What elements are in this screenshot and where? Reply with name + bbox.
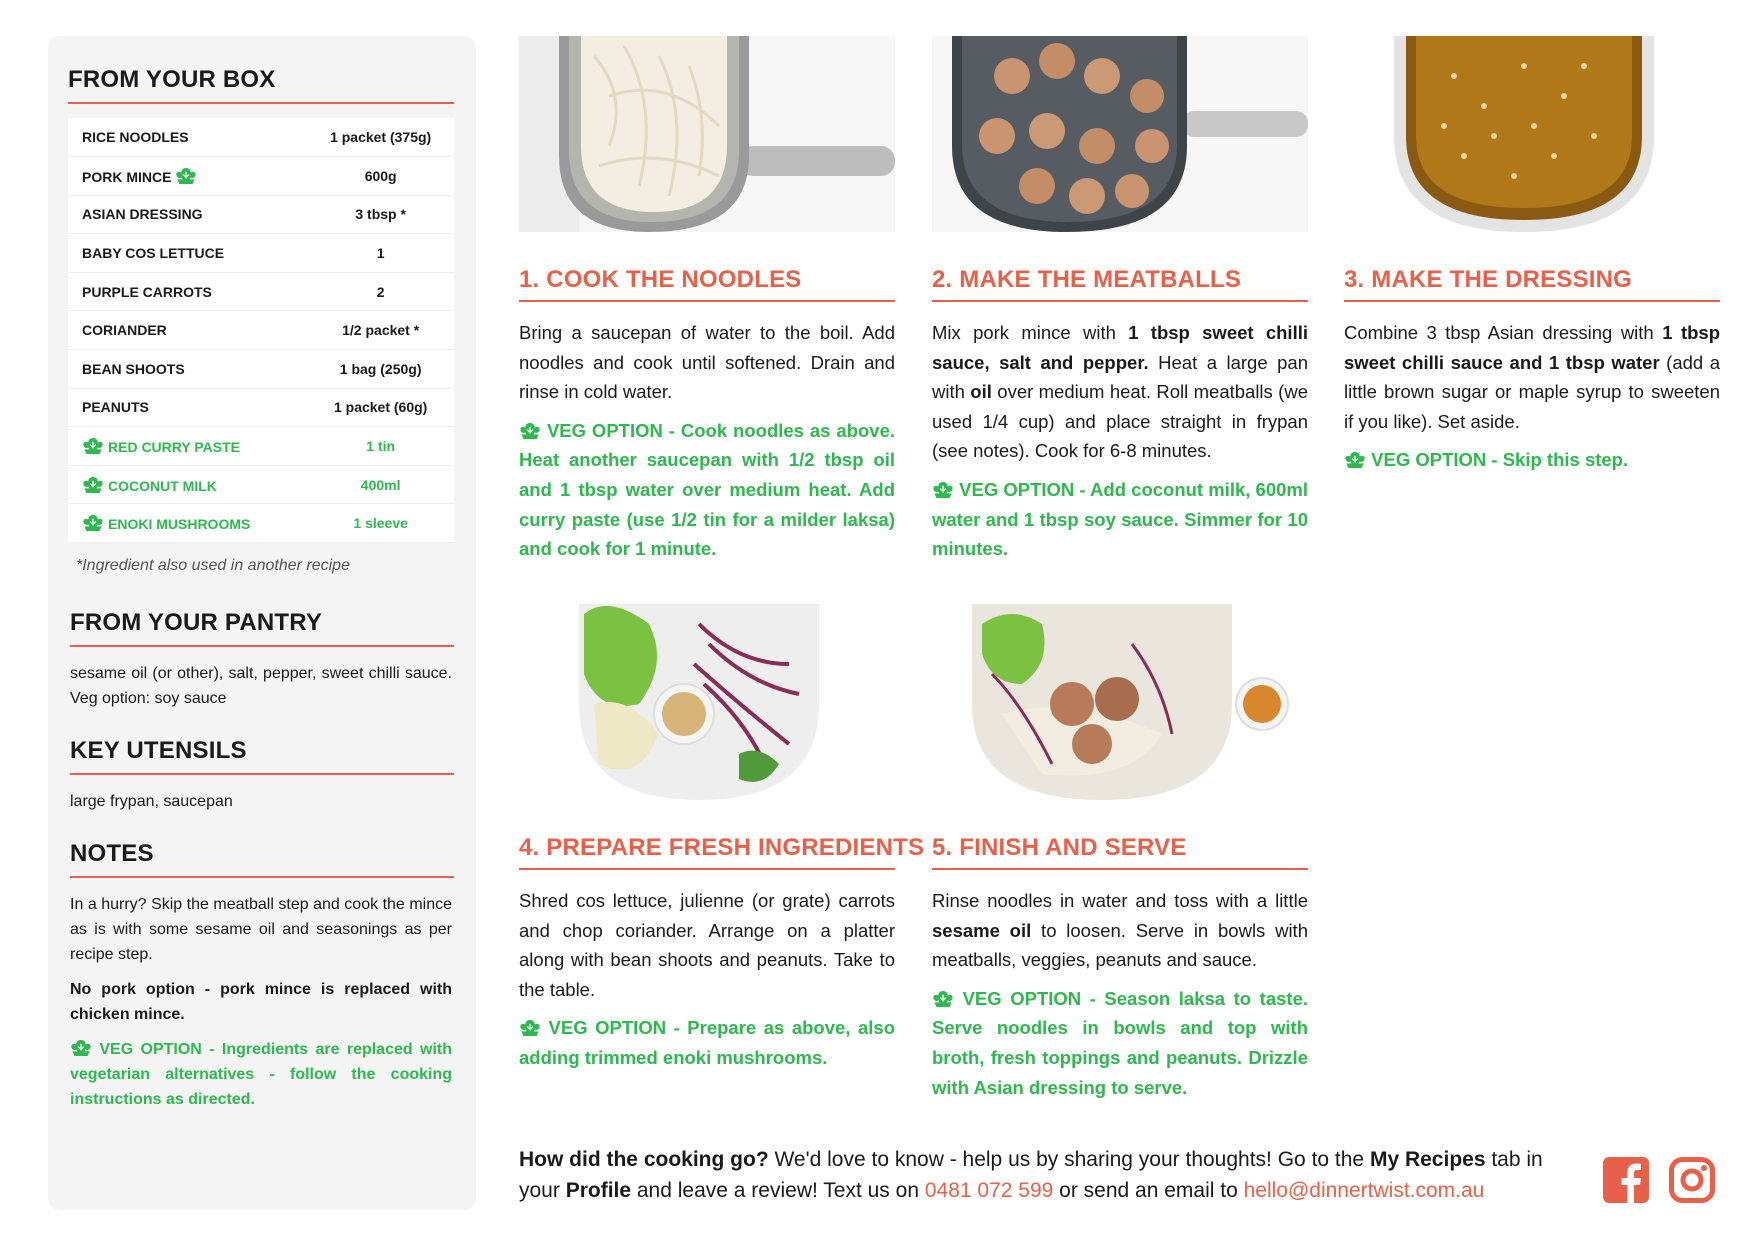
veg-leaf-icon (82, 514, 104, 532)
step-4 (519, 604, 925, 1073)
pantry-text: sesame oil (or other), salt, pepper, sweet chilli sauce. Veg option: soy sauce (70, 665, 452, 708)
ingredient-row (68, 311, 454, 350)
step-title: 2. MAKE THE MEATBALLS (932, 266, 1308, 302)
meatballs-image (932, 36, 1308, 232)
feedback-text: tab in your (519, 1148, 1543, 1202)
feedback-message (519, 1144, 1579, 1206)
ingredient-name: ASIAN DRESSING (82, 206, 203, 223)
ingredient-qty: 1 tin (307, 427, 454, 466)
step-text-run: Heat a large pan with (932, 351, 1308, 403)
pantry-section (68, 609, 454, 711)
ingredient-name-cell (68, 272, 307, 311)
ingredient-name-cell (68, 465, 307, 504)
ingredient-row (68, 157, 454, 196)
utensils-text: large frypan, saucepan (70, 793, 233, 811)
step-veg-option (519, 1013, 895, 1072)
ingredient-row (68, 465, 454, 504)
ingredient-name-cell (68, 157, 307, 196)
pantry-title: FROM YOUR PANTRY (70, 609, 454, 647)
footnote: *Ingredient also used in another recipe (76, 557, 350, 575)
noodles-image (519, 36, 895, 232)
ingredient-name: BABY COS LETTUCE (82, 245, 225, 262)
ingredients-table (68, 118, 454, 543)
step-text (932, 318, 1308, 466)
feedback-text: We'd love to know - help us by sharing your thoughts! Go to the (768, 1148, 1370, 1171)
step-5 (932, 604, 1308, 1102)
box-title: FROM YOUR BOX (68, 66, 454, 104)
step-veg-text: VEG OPTION - Cook noodles as above. Heat another saucepan with 1/2 tbsp oil and 1 tbsp water over medium heat. Add curry paste (use 1/2 tin for a milder laksa) and cook for 1 minute. (519, 419, 896, 560)
ingredient-name: PEANUTS (82, 399, 149, 416)
ingredient-name-cell (68, 234, 307, 273)
step-text-run: over medium heat. Roll meatballs (we used 1/4 cup) and place straight in frypan (see notes). Cook for 6-8 minutes. (932, 381, 1308, 462)
notes-veg-text: VEG OPTION - Ingredients are replaced with vegetarian alternatives - follow the cooking instructions as directed. (70, 1041, 452, 1109)
step-title: 3. MAKE THE DRESSING (1344, 266, 1720, 302)
step-text (519, 886, 895, 1004)
ingredient-name: PURPLE CARROTS (82, 283, 212, 300)
step-text-bold: 1 tbsp sweet chilli sauce and 1 tbsp water (1344, 322, 1720, 373)
ingredient-name: CORIANDER (82, 322, 167, 339)
veg-leaf-icon (175, 167, 197, 185)
ingredient-name: BEAN SHOOTS (82, 360, 185, 377)
step-title: 5. FINISH AND SERVE (932, 834, 1308, 870)
veg-leaf-icon (932, 481, 954, 499)
veg-leaf-icon (1344, 451, 1366, 469)
step-text-bold: sesame oil (932, 919, 1032, 941)
ingredient-name-cell (68, 118, 307, 157)
step-1 (519, 36, 895, 564)
email-link[interactable]: hello@dinnertwist.com.au (1243, 1179, 1485, 1202)
ingredient-qty: 3 tbsp * (307, 195, 454, 234)
feedback-text: and leave a review! Text us on (631, 1179, 925, 1202)
ingredient-name: ENOKI MUSHROOMS (108, 516, 251, 533)
ingredient-qty: 1 (307, 234, 454, 273)
step-text-run: to loosen. Serve in bowls with meatballs, veggies, peanuts and sauce. (932, 919, 1308, 971)
ingredient-name-cell (68, 427, 307, 466)
notes-title: NOTES (70, 840, 454, 878)
step-text-bold: oil (970, 381, 992, 403)
step-veg-option (1344, 445, 1720, 475)
feedback-text: or send an email to (1053, 1179, 1244, 1202)
ingredient-qty: 1 packet (375g) (307, 118, 454, 157)
ingredient-row (68, 427, 454, 466)
phone-link[interactable]: 0481 072 599 (924, 1179, 1054, 1202)
ingredient-name: RED CURRY PASTE (108, 439, 240, 456)
ingredient-qty: 2 (307, 272, 454, 311)
notes-text: In a hurry? Skip the meatball step and cook the mince as is with some sesame oil and seasonings as per recipe step. (70, 896, 452, 964)
step-veg-option (932, 475, 1308, 564)
facebook-icon[interactable] (1603, 1157, 1649, 1203)
veg-leaf-icon (519, 1019, 541, 1037)
ingredient-qty: 1 bag (250g) (307, 350, 454, 389)
veg-leaf-icon (82, 437, 104, 455)
ingredient-name-cell (68, 504, 307, 543)
veg-leaf-icon (70, 1039, 92, 1057)
ingredient-name-cell (68, 350, 307, 389)
ingredient-qty: 600g (307, 157, 454, 196)
step-text (1344, 318, 1720, 436)
veg-leaf-icon (519, 422, 541, 440)
veg-leaf-icon (82, 476, 104, 494)
notes-bold: No pork option - pork mince is replaced with chicken mince. (70, 981, 452, 1024)
step-text-run: Bring a saucepan of water to the boil. Add noodles and cook until softened. Drain and rinse in cold water. (519, 322, 895, 403)
step-veg-option (519, 416, 895, 564)
feedback-text: How did the cooking go? (519, 1148, 769, 1171)
ingredient-row (68, 504, 454, 543)
ingredient-name: PORK MINCE (82, 168, 172, 185)
ingredient-row (68, 234, 454, 273)
ingredient-name-cell (68, 388, 307, 427)
step-text (932, 886, 1308, 975)
ingredient-name: RICE NOODLES (82, 129, 189, 146)
step-2 (932, 36, 1308, 564)
step-text-run: (add a little brown sugar or maple syrup to sweeten if you like). Set aside. (1344, 351, 1720, 432)
step-veg-option (932, 984, 1308, 1102)
feedback-text: My Recipes (1369, 1148, 1486, 1171)
ingredient-qty: 1 sleeve (307, 504, 454, 543)
ingredient-row (68, 195, 454, 234)
step-veg-text: VEG OPTION - Skip this step. (1371, 449, 1629, 471)
ingredient-row (68, 350, 454, 389)
step-text-run: Rinse noodles in water and toss with a little (932, 890, 1308, 911)
ingredients-panel (48, 36, 476, 1210)
step-veg-text: VEG OPTION - Prepare as above, also adding trimmed enoki mushrooms. (519, 1017, 896, 1068)
step-title: 1. COOK THE NOODLES (519, 266, 895, 302)
ingredient-qty: 400ml (307, 465, 454, 504)
dressing-image (1344, 36, 1720, 232)
ingredient-row (68, 388, 454, 427)
fresh-ingredients-image (519, 604, 895, 800)
finished-dish-image (932, 604, 1308, 800)
utensils-section (68, 737, 454, 814)
ingredient-qty: 1 packet (60g) (307, 388, 454, 427)
ingredient-qty: 1/2 packet * (307, 311, 454, 350)
step-3 (1344, 36, 1720, 475)
utensils-title: KEY UTENSILS (70, 737, 454, 775)
veg-leaf-icon (932, 990, 954, 1008)
ingredient-row (68, 118, 454, 157)
step-text (519, 318, 895, 407)
feedback-text: Profile (565, 1179, 632, 1202)
ingredient-row (68, 272, 454, 311)
step-title: 4. PREPARE FRESH INGREDIENTS (519, 834, 895, 870)
step-text-run: Mix pork mince with (932, 322, 1129, 343)
notes-section (68, 840, 454, 1112)
notes-veg (70, 1037, 452, 1112)
step-veg-text: VEG OPTION - Add coconut milk, 600ml water and 1 tbsp soy sauce. Simmer for 10 minutes. (932, 478, 1309, 560)
step-text-bold: 1 tbsp sweet chilli sauce, salt and pepper. (932, 322, 1308, 373)
step-veg-text: VEG OPTION - Season laksa to taste. Serve noodles in bowls and top with broth, fresh toppings and peanuts. Drizzle with Asian dressing to serve. (932, 987, 1309, 1098)
ingredient-name-cell (68, 195, 307, 234)
instagram-icon[interactable] (1669, 1157, 1715, 1203)
step-text-run: Shred cos lettuce, julienne (or grate) carrots and chop coriander. Arrange on a platter along with bean shoots and peanuts. Take to the table. (519, 890, 895, 1000)
ingredient-name-cell (68, 311, 307, 350)
step-text-run: Combine 3 tbsp Asian dressing with (1344, 322, 1663, 343)
ingredient-name: COCONUT MILK (108, 477, 217, 494)
